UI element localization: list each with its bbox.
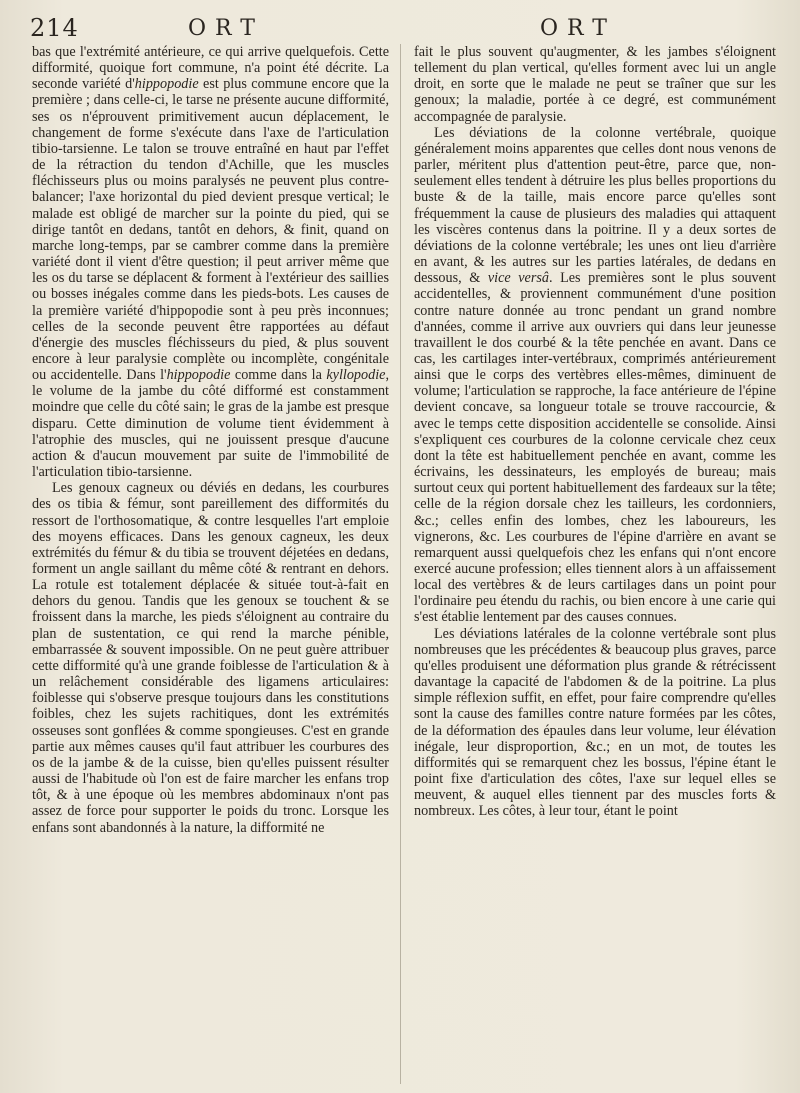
page-header [0,14,800,46]
paragraph: Les genoux cagneux ou déviés en dedans, les courbures des os tibia & fémur, sont pareillement des difformités du ressort de l'orthosomatique, & contre lesquelles l'art emploie des moyens efficaces. Dans les genoux cagneux, les deux extrémités du fémur & du tibia se trouvent déjetées en dedans, forment un angle saillant du même côté & rentrant en dehors. La rotule est totalement déplacée & située tout-à-fait en dehors du genou. Tandis que les genoux se touchent & se froissent dans la marche, les pieds s'éloignent au contraire du plan de sustentation, ce qui rend la marche pénible, embarrassée & souvent impossible. On ne peut guère attribuer cette difformité qu'à une grande foiblesse de l'articulation & à un relâchement considérable des ligamens articulaires: foiblesse qui s'observe presque toujours dans les constitutions foibles, chez les sujets rachitiques, dont les extrémités osseuses sont gonflées & comme spongieuses. C'est en grande partie aux mêmes causes qu'il faut attribuer les courbures des os de la jambe & de la cuisse, bien qu'elles puissent résulter aussi de l'habitude où l'on est de faire marcher les enfans trop tôt, & à une époque où les membres abdominaux n'ont pas assez de force pour supporter le poids du tronc. Lorsque les enfans sont abandonnés à la nature, la difformité ne [32,480,389,836]
running-head-left: ORT [188,16,264,41]
right-text-column [414,44,776,1084]
paragraph: bas que l'extrémité antérieure, ce qui arrive quelquefois. Cette difformité, quoique fort commune, n'a point été décrite. La seconde variété d'hippopodie est plus commune encore que la première ; dans celle-ci, le tarse ne présente aucune difformité, ses os n'éprouvent primitivement aucun déplacement, le changement de forme s'exécute dans l'axe de l'articulation tibio-tarsienne. Le talon se trouve entraîné en haut par l'effet de la rétraction du tendon d'Achille, que les muscles fléchisseurs plus ou moins paralysés ne peuvent plus contre-balancer; l'axe horizontal du pied devient presque vertical; le malade est obligé de marcher sur la pointe du pied, qui se dirige tantôt en dedans, tantôt en dehors, & finit, quand on marche long-temps, par se cambrer comme dans la première variété dont il vient d'être question; il peut arriver même que les os du tarse se déplacent & forment à l'extérieur des saillies ou bosses inégales comme dans les pieds-bots. Les causes de la première variété d'hippopodie sont à peu près inconnues; celles de la seconde peuvent être rapportées au défaut d'énergie des muscles fléchisseurs du pied, & plus souvent encore à leur paralysie complète ou incomplète, congénitale ou accidentelle. Dans l'hippopodie comme dans la kyllopodie, le volume de la jambe du côté difformé est constamment moindre que celle du côté sain; le gras de la jambe est presque disparu. Cette diminution de volume tient évidemment à l'atrophie des muscles, qui ne jouissent presque d'aucune action & d'aucun mouvement par suite de l'immobilité de l'articulation tibio-tarsienne. [32,44,389,481]
left-text-column [32,44,389,1084]
column-divider [400,44,401,1084]
paragraph: Les déviations de la colonne vertébrale, quoique généralement moins apparentes que celles dont nous venons de parler, méritent plus d'attention peut-être, parce que, non-seulement elles tendent à détruire les plus belles proportions du buste & de la taille, mais encore parce qu'elles sont fréquemment la cause de plusieurs des maladies qui attaquent les viscères contenus dans la poitrine. Il y a deux sortes de déviations de la colonne vertébrale; les unes ont lieu d'arrière en avant, & les autres sur les parties latérales, de dedans en dessous, & vice versâ. Les premières sont le plus souvent accidentelles, & proviennent communément d'une position contre nature donnée au tronc pendant un grand nombre d'années, comme il arrive aux ouvriers qui dans leur jeunesse travaillent le dos courbé & la tête penchée en avant. Dans ce cas, les cartilages inter-vertébraux, comprimés antérieurement ainsi que le corps des vertèbres elles-mêmes, diminuent de volume; l'articulation se rapproche, la face antérieure de l'épine devient concave, sa longueur totale se trouve raccourcie, & avec le temps cette disposition accidentelle se consolide. Ainsi s'expliquent ces courbures de la colonne cervicale chez ceux dont la tête est habituellement penchée en avant, comme les écrivains, les dessinateurs, les employés de bureau; mais surtout ceux qui portent habituellement des fardeaux sur la tête; celle de la région dorsale chez les tailleurs, les cordonniers, &c.; celles enfin des lombes, chez les laboureurs, les vignerons, &c. Les courbures de l'épine d'arrière en avant se remarquent aussi quelquefois chez les enfans qui n'ont encore exercé aucune profession; elles tiennent alors à un affaissement local des vertèbres & de leurs cartilages dans un point pour l'ordinaire peu étendu du rachis, ou bien encore à une carie qui s'est établie lentement par des causes connues. [414,124,776,626]
paragraph: fait le plus souvent qu'augmenter, & les jambes s'éloignent tellement du plan vertical, qu'elles forment avec lui un angle droit, en sorte que le malade ne peut se traîner que sur les genoux; la maladie, portée à ce degré, est communément accompagnée de paralysie. [414,44,776,125]
paragraph: Les déviations latérales de la colonne vertébrale sont plus nombreuses que les précédentes & beaucoup plus graves, parce qu'elles produisent une déformation plus grande & rétrécissent davantage la capacité de l'abdomen & de la poitrine. La plus simple réflexion suffit, en effet, pour faire comprendre qu'elles sont la cause des familles contre nature formées par les côtes, de la déformation des épaules dans leur volume, leur élévation inégale, leur disproportion, &c.; en un mot, de toutes les difformités qui se remarquent chez les bossus, l'épine étant le point fixe d'articulation des côtes, l'axe sur lequel elles se meuvent, & auquel elles tiennent par des muscles forts & nombreux. Les côtes, à leur tour, étant le point [414,625,776,820]
running-head-right: ORT [540,16,616,41]
page-number: 214 [30,14,79,42]
